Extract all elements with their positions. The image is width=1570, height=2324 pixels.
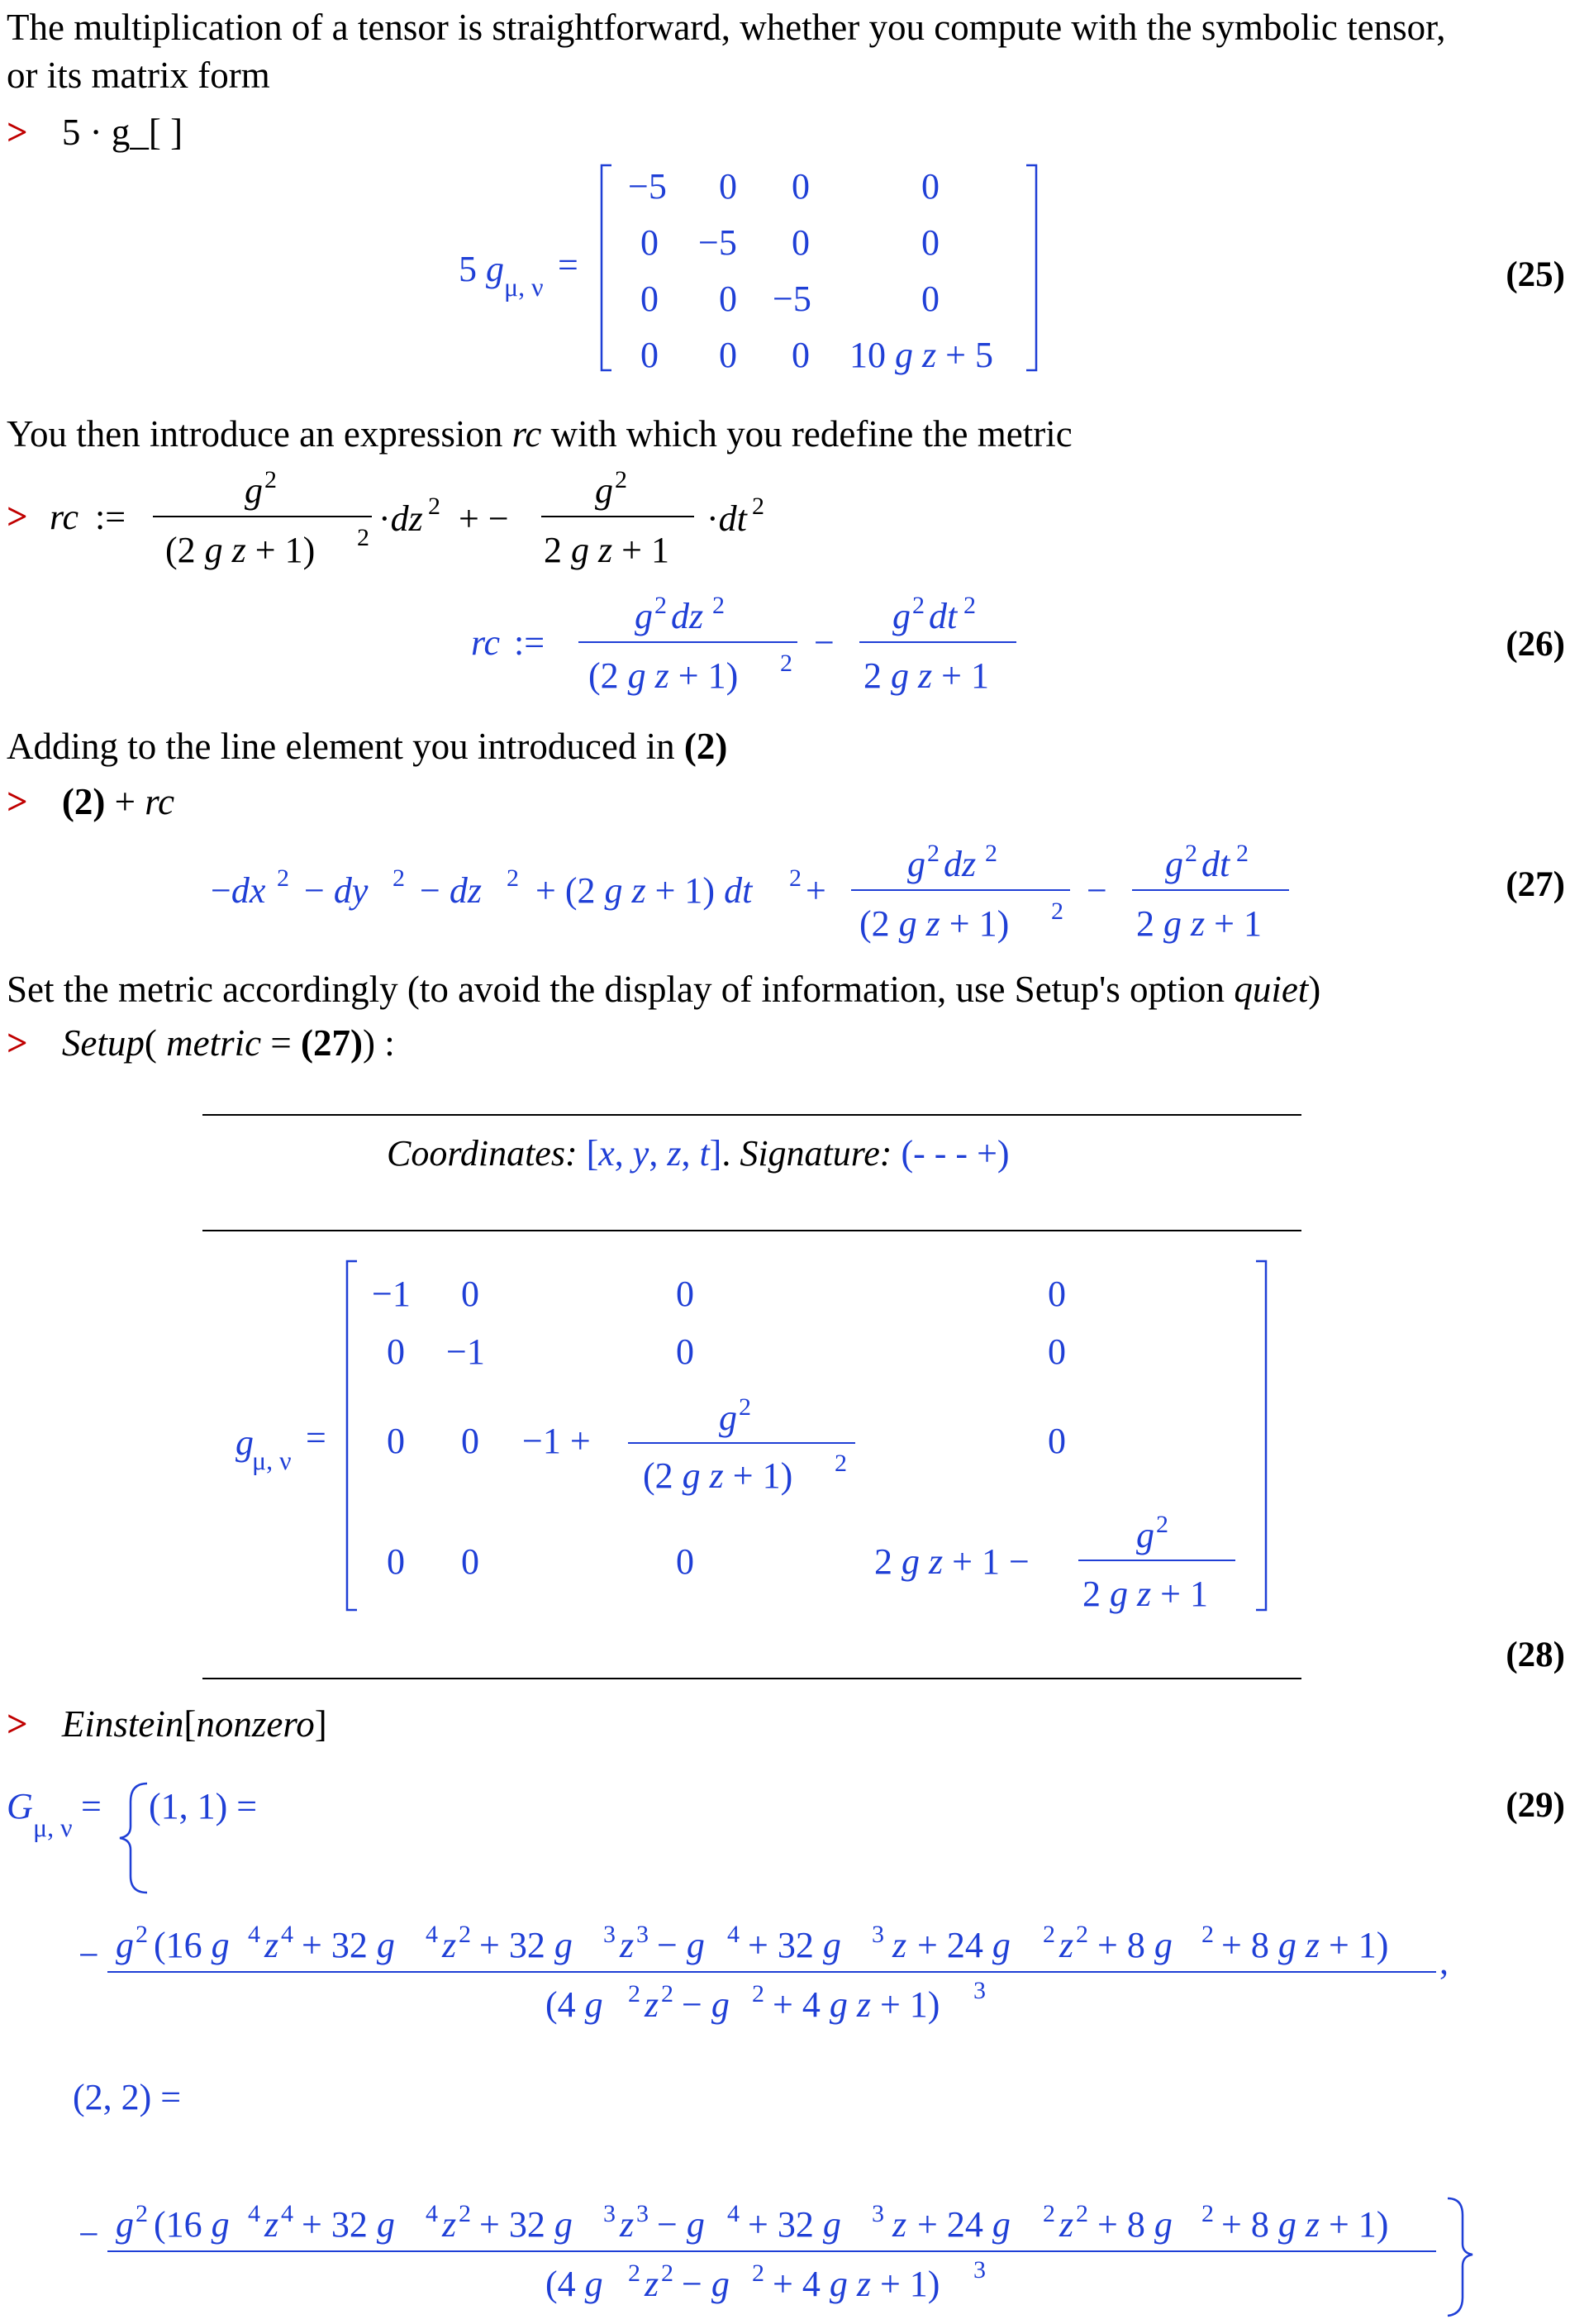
prompt-symbol: > <box>7 112 28 153</box>
svg-text:0: 0 <box>676 1274 694 1314</box>
svg-text:2: 2 <box>780 650 792 677</box>
svg-text:− dy: − dy <box>304 870 369 911</box>
svg-text:3: 3 <box>636 2200 649 2227</box>
svg-text:4: 4 <box>426 1921 438 1948</box>
svg-text:+ 8 g: + 8 g <box>1097 1925 1173 1965</box>
svg-text:0: 0 <box>461 1541 479 1582</box>
svg-text:0: 0 <box>640 335 659 375</box>
svg-text:dt: dt <box>1201 844 1230 884</box>
svg-text:(4 g: (4 g <box>545 1984 603 2025</box>
svg-text:0: 0 <box>461 1421 479 1461</box>
svg-text:2: 2 <box>661 1980 673 2007</box>
prompt-symbol: > <box>7 1022 28 1064</box>
input-line-5[interactable] <box>7 1703 327 1745</box>
svg-text:2: 2 <box>628 2260 640 2287</box>
svg-text:z: z <box>264 2204 279 2245</box>
svg-text:2 g z + 1 −: 2 g z + 1 − <box>874 1541 1030 1582</box>
svg-text:0: 0 <box>921 279 940 319</box>
svg-text:z: z <box>892 1925 907 1965</box>
text-set-metric: Set the metric accordingly (to avoid the display of information, use Setup's option quiet) <box>7 969 1321 1010</box>
svg-text:2: 2 <box>927 840 940 867</box>
svg-text:2: 2 <box>789 864 802 892</box>
svg-text:z: z <box>1059 2204 1074 2245</box>
svg-text:μ, ν: μ, ν <box>504 272 544 302</box>
svg-text:2: 2 <box>459 1921 471 1948</box>
input-line-2-rc[interactable] <box>0 455 1570 579</box>
svg-text:−1: −1 <box>372 1274 411 1314</box>
input-line-1[interactable] <box>7 111 183 154</box>
svg-text:(2 g z + 1): (2 g z + 1) <box>859 903 1010 944</box>
svg-text:2: 2 <box>136 2200 148 2227</box>
svg-text:− dz: − dz <box>420 870 482 911</box>
output-26-rc <box>0 579 1570 702</box>
svg-text:−5: −5 <box>698 222 737 263</box>
svg-text:·dt: ·dt <box>706 498 747 539</box>
svg-text:3: 3 <box>872 1921 884 1948</box>
svg-text:dt: dt <box>929 596 958 636</box>
svg-text:0: 0 <box>387 1541 405 1582</box>
svg-text:=: = <box>558 245 578 285</box>
prompt-symbol: > <box>7 781 28 822</box>
svg-text:g: g <box>116 1925 134 1965</box>
svg-text:2: 2 <box>357 524 369 551</box>
divider-top <box>202 1114 1301 1116</box>
svg-text:2: 2 <box>1185 840 1197 867</box>
svg-text:− g: − g <box>657 1925 705 1965</box>
svg-text:2: 2 <box>277 864 289 892</box>
divider-bottom <box>202 1678 1301 1679</box>
svg-text:0: 0 <box>676 1331 694 1372</box>
input-expression[interactable]: Einstein[nonzero] <box>61 1703 327 1745</box>
svg-text:2: 2 <box>712 592 725 619</box>
svg-text:(2 g z + 1): (2 g z + 1) <box>643 1455 793 1496</box>
svg-text:2: 2 <box>1076 1921 1088 1948</box>
equation-label-29: (29) <box>1506 1786 1565 1825</box>
equation-label-25: (25) <box>1506 255 1565 294</box>
svg-text:2: 2 <box>1201 2200 1214 2227</box>
intro-text-line1: The multiplication of a tensor is straightforward, whether you compute with the symbolic tensor, <box>7 7 1446 48</box>
svg-text:2: 2 <box>136 1921 148 1948</box>
svg-text:g: g <box>907 844 925 884</box>
svg-text:+ 32 g: + 32 g <box>479 2204 573 2245</box>
svg-text:g: g <box>635 596 653 636</box>
svg-text:z: z <box>620 2204 635 2245</box>
svg-text:dz: dz <box>671 596 704 636</box>
svg-text:+ 32 g: + 32 g <box>302 2204 395 2245</box>
svg-text:3: 3 <box>973 2256 986 2284</box>
input-expression[interactable]: Setup( metric = (27)) : <box>61 1022 395 1064</box>
svg-text:2: 2 <box>1043 1921 1055 1948</box>
svg-text:2 g z + 1: 2 g z + 1 <box>1136 903 1262 944</box>
svg-text:g: g <box>245 470 263 511</box>
text-adding-line-element: Adding to the line element you introduced in (2) <box>7 726 728 767</box>
output-27-line-element <box>0 826 1570 959</box>
svg-text:2 g z + 1: 2 g z + 1 <box>864 655 989 696</box>
svg-text:dz: dz <box>944 844 977 884</box>
svg-text:4: 4 <box>727 1921 740 1948</box>
svg-text:(2 g z + 1): (2 g z + 1) <box>588 655 739 696</box>
svg-text:+ −: + − <box>459 498 509 539</box>
input-expression[interactable]: (2) + rc <box>61 781 175 822</box>
svg-text:rc: rc <box>50 497 79 537</box>
svg-text:z: z <box>645 2264 659 2304</box>
svg-text:0: 0 <box>792 166 810 207</box>
svg-text:2: 2 <box>1201 1921 1214 1948</box>
svg-text:+ 24 g: + 24 g <box>917 1925 1011 1965</box>
svg-text:2: 2 <box>1156 1511 1168 1538</box>
svg-text:2: 2 <box>392 864 405 892</box>
svg-text:2: 2 <box>428 493 440 520</box>
svg-text:0: 0 <box>461 1274 479 1314</box>
svg-text:(16 g: (16 g <box>154 1925 230 1965</box>
svg-text:+ 32 g: + 32 g <box>479 1925 573 1965</box>
svg-text:+ 32 g: + 32 g <box>748 1925 841 1965</box>
svg-text:0: 0 <box>719 166 737 207</box>
svg-text:2: 2 <box>985 840 997 867</box>
output-25-matrix <box>0 157 1570 397</box>
svg-text:2: 2 <box>752 493 764 520</box>
svg-text:0: 0 <box>792 222 810 263</box>
svg-text:+ 32 g: + 32 g <box>748 2204 841 2245</box>
svg-text:0: 0 <box>1048 1421 1066 1461</box>
svg-text:g: g <box>236 1422 254 1463</box>
svg-text:10 g z + 5: 10 g z + 5 <box>849 335 993 375</box>
svg-text:2: 2 <box>835 1450 847 1477</box>
svg-text:− g: − g <box>682 2264 730 2304</box>
svg-text:0: 0 <box>676 1541 694 1582</box>
svg-text:0: 0 <box>921 222 940 263</box>
svg-text:0: 0 <box>640 279 659 319</box>
svg-text:2: 2 <box>661 2260 673 2287</box>
svg-text:2: 2 <box>654 592 667 619</box>
svg-text:2: 2 <box>628 1980 640 2007</box>
svg-text::=: := <box>95 497 126 537</box>
input-expression[interactable]: 5 · g_[ ] <box>61 112 183 153</box>
svg-text:2: 2 <box>1236 840 1249 867</box>
svg-text:−5: −5 <box>773 279 811 319</box>
svg-text:0: 0 <box>719 279 737 319</box>
svg-text:−: − <box>78 1935 99 1975</box>
svg-text:z: z <box>442 2204 457 2245</box>
svg-text:0: 0 <box>640 222 659 263</box>
svg-text:2: 2 <box>752 1980 764 2007</box>
svg-text:2: 2 <box>264 466 277 493</box>
svg-text::=: := <box>514 622 545 663</box>
svg-text:+ 8 g: + 8 g <box>1097 2204 1173 2245</box>
svg-text:−1: −1 <box>446 1331 485 1372</box>
input-line-4[interactable] <box>7 1022 395 1064</box>
svg-text:z: z <box>264 1925 279 1965</box>
svg-text:+ 24 g: + 24 g <box>917 2204 1011 2245</box>
input-line-3[interactable] <box>7 780 174 823</box>
svg-text:+ (2 g z + 1) dt: + (2 g z + 1) dt <box>535 870 753 911</box>
svg-text:2 g z + 1: 2 g z + 1 <box>544 530 669 570</box>
svg-text:4: 4 <box>426 2200 438 2227</box>
svg-text:2: 2 <box>615 466 627 493</box>
svg-text:0: 0 <box>792 335 810 375</box>
svg-text:2 g z + 1: 2 g z + 1 <box>1082 1574 1208 1614</box>
svg-text:0: 0 <box>1048 1274 1066 1314</box>
svg-text:4: 4 <box>281 2200 293 2227</box>
svg-text:z: z <box>892 2204 907 2245</box>
svg-text:3: 3 <box>603 2200 616 2227</box>
svg-text:− g: − g <box>682 1984 730 2025</box>
svg-text:2: 2 <box>912 592 925 619</box>
svg-text:+ 8 g z + 1): + 8 g z + 1) <box>1221 2204 1389 2245</box>
svg-text:2: 2 <box>1076 2200 1088 2227</box>
svg-text:=: = <box>306 1417 326 1458</box>
svg-text:−dx: −dx <box>211 870 266 911</box>
svg-text:4: 4 <box>248 2200 260 2227</box>
prompt-symbol: > <box>7 1703 28 1745</box>
svg-text:g: g <box>892 596 911 636</box>
svg-text:g: g <box>1165 844 1183 884</box>
svg-text:2: 2 <box>459 2200 471 2227</box>
svg-text:,: , <box>1439 1941 1449 1982</box>
svg-text:g: g <box>595 470 613 511</box>
svg-text:2: 2 <box>507 864 519 892</box>
svg-text:(1, 1) =: (1, 1) = <box>149 1786 258 1826</box>
coordinates-signature-info: Coordinates: [x, y, z, t]. Signature: (- - - +) <box>387 1133 1010 1174</box>
svg-text:+ 8 g z + 1): + 8 g z + 1) <box>1221 1925 1389 1965</box>
svg-text:−: − <box>814 622 835 663</box>
svg-text:0: 0 <box>387 1421 405 1461</box>
svg-text:2: 2 <box>752 2260 764 2287</box>
output-29-einstein <box>0 1769 1570 2324</box>
svg-text:0: 0 <box>921 166 940 207</box>
svg-text:(2, 2) =: (2, 2) = <box>73 2077 182 2117</box>
svg-text:μ, ν: μ, ν <box>252 1445 292 1475</box>
svg-text:(16 g: (16 g <box>154 2204 230 2245</box>
svg-text:3: 3 <box>973 1977 986 2004</box>
svg-text:μ, ν: μ, ν <box>33 1812 73 1842</box>
svg-text:+ 4 g z + 1): + 4 g z + 1) <box>773 2264 940 2304</box>
svg-text:5 g: 5 g <box>459 249 504 289</box>
text-introduce-rc: You then introduce an expression rc with which you redefine the metric <box>7 413 1073 455</box>
svg-text:2: 2 <box>739 1393 751 1421</box>
svg-text:>: > <box>7 496 28 537</box>
svg-text:z: z <box>442 1925 457 1965</box>
svg-text:z: z <box>620 1925 635 1965</box>
output-28-metric-matrix <box>0 1246 1570 1626</box>
svg-text:z: z <box>645 1984 659 2025</box>
svg-text:+: + <box>806 870 826 911</box>
svg-text:3: 3 <box>872 2200 884 2227</box>
svg-text:−: − <box>1087 870 1107 911</box>
svg-text:0: 0 <box>387 1331 405 1372</box>
svg-text:=: = <box>81 1786 102 1826</box>
svg-text:+ 32 g: + 32 g <box>302 1925 395 1965</box>
svg-text:−1 +: −1 + <box>522 1421 591 1461</box>
svg-text:−: − <box>78 2214 99 2255</box>
svg-text:2: 2 <box>1051 898 1063 925</box>
svg-text:·dz: ·dz <box>378 498 423 539</box>
svg-text:rc: rc <box>471 622 501 663</box>
svg-text:g: g <box>1136 1515 1154 1555</box>
svg-text:4: 4 <box>727 2200 740 2227</box>
svg-text:2: 2 <box>1043 2200 1055 2227</box>
svg-text:G: G <box>7 1786 33 1826</box>
equation-label-27: (27) <box>1506 865 1565 904</box>
equation-label-28: (28) <box>1506 1636 1565 1674</box>
intro-text-line2: or its matrix form <box>7 55 270 96</box>
svg-text:4: 4 <box>281 1921 293 1948</box>
divider-middle <box>202 1230 1301 1231</box>
svg-text:(2 g z + 1): (2 g z + 1) <box>165 530 316 570</box>
svg-text:z: z <box>1059 1925 1074 1965</box>
svg-text:4: 4 <box>248 1921 260 1948</box>
svg-text:−5: −5 <box>628 166 667 207</box>
svg-text:0: 0 <box>719 335 737 375</box>
svg-text:3: 3 <box>636 1921 649 1948</box>
svg-text:− g: − g <box>657 2204 705 2245</box>
equation-label-26: (26) <box>1506 625 1565 664</box>
svg-text:g: g <box>719 1398 737 1438</box>
svg-text:g: g <box>116 2204 134 2245</box>
svg-text:+ 4 g z + 1): + 4 g z + 1) <box>773 1984 940 2025</box>
svg-text:3: 3 <box>603 1921 616 1948</box>
svg-text:0: 0 <box>1048 1331 1066 1372</box>
svg-text:2: 2 <box>963 592 976 619</box>
svg-text:(4 g: (4 g <box>545 2264 603 2304</box>
